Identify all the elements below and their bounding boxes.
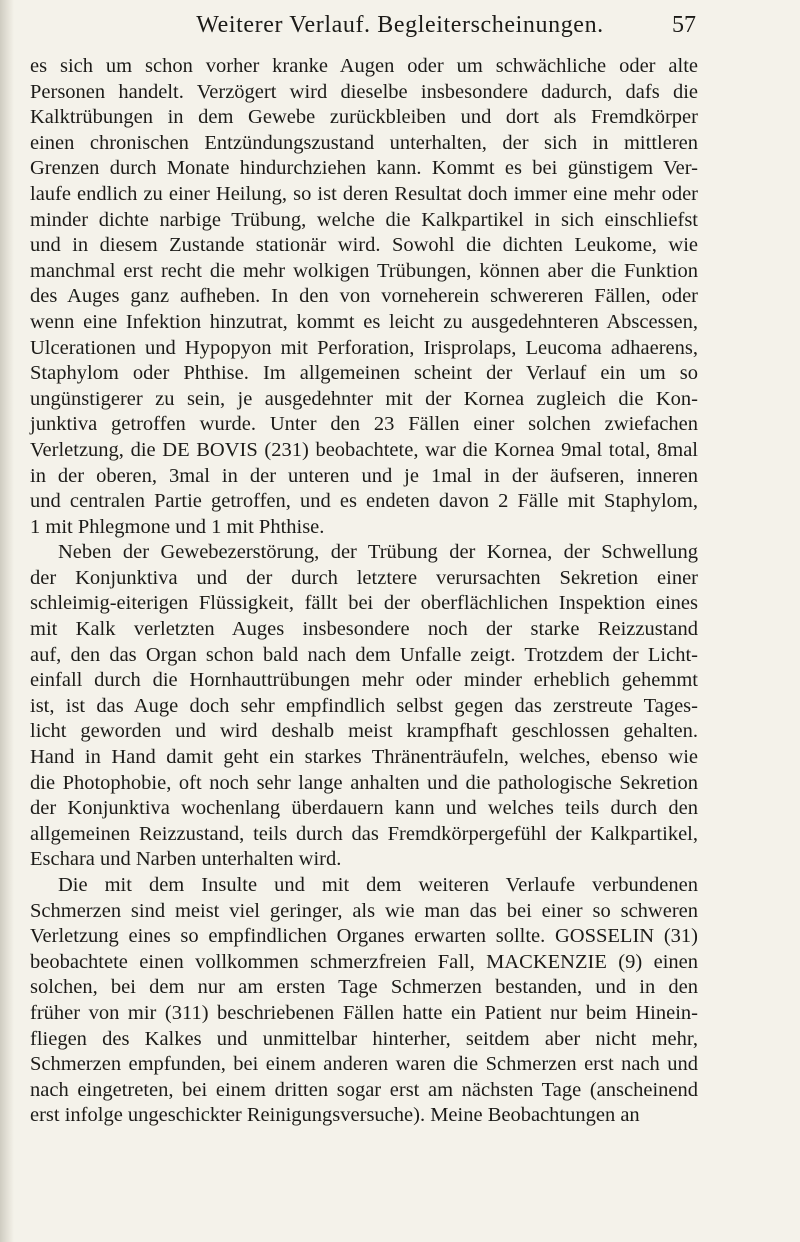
text-line: ist, ist das Auge doch sehr empfindlich selbst gegen das zerstreute Tages- bbox=[30, 694, 698, 717]
page-header bbox=[0, 10, 800, 50]
running-title: Weiterer Verlauf. Begleiterscheinungen. bbox=[196, 12, 604, 38]
text-line: auf, den das Organ schon bald nach dem Unfalle zeigt. Trotzdem der Licht- bbox=[30, 643, 698, 666]
text-line: solchen, bei dem nur am ersten Tage Schmerzen bestanden, und in den bbox=[30, 976, 698, 999]
text-line: die Photophobie, oft noch sehr lange anhalten und die pathologische Sekretion bbox=[30, 771, 698, 794]
text-line: manchmal erst recht die mehr wolkigen Trübungen, können aber die Funktion bbox=[30, 259, 698, 282]
text-line: des Auges ganz aufheben. In den von vorneherein schwereren Fällen, oder bbox=[30, 285, 698, 308]
text-line: minder dichte narbige Trübung, welche die Kalkpartikel in sich einschliefst bbox=[30, 208, 698, 231]
text-line: in der oberen, 3mal in der unteren und je 1mal in der äufseren, inneren bbox=[30, 464, 698, 487]
text-line: schleimig-eiterigen Flüssigkeit, fällt bei der oberflächlichen Inspektion eines bbox=[30, 592, 698, 615]
text-line: Grenzen durch Monate hindurchziehen kann. Kommt es bei günstigem Ver- bbox=[30, 157, 698, 180]
paragraph-2 bbox=[30, 540, 698, 873]
text-line: Staphylom oder Phthise. Im allgemeinen scheint der Verlauf ein um so bbox=[30, 362, 698, 385]
text-line: es sich um schon vorher kranke Augen oder um schwächliche oder alte bbox=[30, 55, 698, 77]
text-line: Kalktrübungen in dem Gewebe zurückbleiben und dort als Fremdkörper bbox=[30, 106, 698, 129]
text-line: und in diesem Zustande stationär wird. Sowohl die dichten Leukome, wie bbox=[30, 234, 698, 257]
text-line: Verletzung, die DE BOVIS (231) beobachtete, war die Kornea 9mal total, 8mal bbox=[30, 438, 698, 461]
text-line: nach eingetreten, bei einem dritten sogar erst am nächsten Tage (anscheinend bbox=[30, 1078, 698, 1101]
text-line: Hand in Hand damit geht ein starkes Thränenträufeln, welches, ebenso wie bbox=[30, 746, 698, 769]
text-line: fliegen des Kalkes und unmittelbar hinterher, seitdem aber nicht mehr, bbox=[30, 1027, 698, 1050]
text-line: Neben der Gewebezerstörung, der Trübung der Kornea, der Schwellung bbox=[58, 541, 698, 564]
page-gutter-shadow bbox=[0, 0, 14, 1242]
text-line: mit Kalk verletzten Auges insbesondere noch der starke Reizzustand bbox=[30, 618, 698, 641]
text-line: der Konjunktiva wochenlang überdauern kann und welches teils durch den bbox=[30, 797, 698, 820]
text-line: und centralen Partie getroffen, und es endeten davon 2 Fälle mit Staphylom, bbox=[30, 490, 698, 513]
text-line: einen chronischen Entzündungszustand unterhalten, der sich in mittleren bbox=[30, 131, 698, 154]
text-line: Verletzung eines so empfindlichen Organes erwarten sollte. GOSSELIN (31) bbox=[30, 925, 698, 948]
text-line: licht geworden und wird deshalb meist krampfhaft geschlossen gehalten. bbox=[30, 720, 698, 743]
paragraph-3 bbox=[30, 873, 698, 1129]
text-line: Ulcerationen und Hypopyon mit Perforation, Irisprolaps, Leucoma adhaerens, bbox=[30, 336, 698, 359]
text-line: einfall durch die Hornhauttrübungen mehr oder minder erheblich gehemmt bbox=[30, 669, 698, 692]
text-line: ungünstigerer zu sein, je ausgedehnter mit der Kornea zugleich die Kon- bbox=[30, 387, 698, 410]
body-text bbox=[30, 54, 698, 1129]
text-line: Schmerzen empfunden, bei einem anderen waren die Schmerzen erst nach und bbox=[30, 1053, 698, 1076]
paragraph-1 bbox=[30, 54, 698, 540]
text-line: beobachtete einen vollkommen schmerzfreien Fall, MACKENZIE (9) einen bbox=[30, 950, 698, 973]
text-line: früher von mir (311) beschriebenen Fällen hatte ein Patient nur beim Hinein- bbox=[30, 1001, 698, 1024]
text-line: erst infolge ungeschickter Reinigungsversuche). Meine Beobachtungen an bbox=[30, 1104, 640, 1127]
text-line: der Konjunktiva und der durch letztere verursachten Sekretion einer bbox=[30, 566, 698, 589]
text-line: wenn eine Infektion hinzutrat, kommt es leicht zu ausgedehnteren Abscessen, bbox=[30, 310, 698, 333]
text-line: 1 mit Phlegmone und 1 mit Phthise. bbox=[30, 515, 325, 538]
text-line: allgemeinen Reizzustand, teils durch das Fremdkörpergefühl der Kalkpartikel, bbox=[30, 822, 698, 845]
text-line: Eschara und Narben unterhalten wird. bbox=[30, 848, 342, 871]
text-line: Schmerzen sind meist viel geringer, als wie man das bei einer so schweren bbox=[30, 899, 698, 922]
text-line: Die mit dem Insulte und mit dem weiteren Verlaufe verbundenen bbox=[58, 874, 698, 896]
text-line: Personen handelt. Verzögert wird dieselbe insbesondere dadurch, dafs die bbox=[30, 80, 698, 103]
text-line: junktiva getroffen wurde. Unter den 23 Fällen einer solchen zwiefachen bbox=[30, 413, 698, 436]
text-line: laufe endlich zu einer Heilung, so ist deren Resultat doch immer eine mehr oder bbox=[30, 182, 698, 205]
page-number: 57 bbox=[672, 12, 696, 38]
